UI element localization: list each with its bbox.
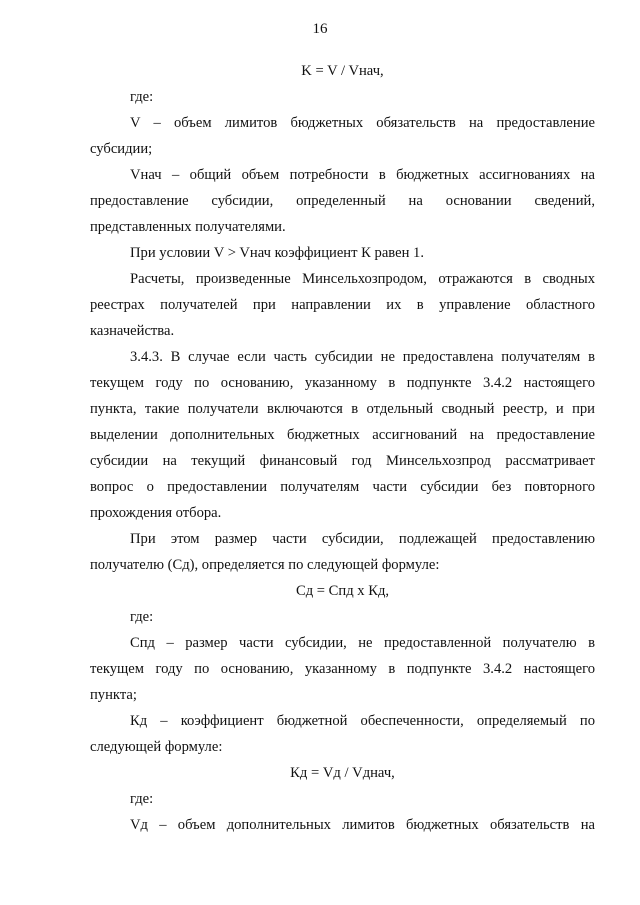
- text-line: Расчеты, произведенные Минсельхозпродом, отражаются в сводных: [130, 271, 595, 287]
- text-line: При условии V > Vнач коэффициент К равен 1.: [130, 245, 424, 261]
- text-line: Сд = Спд x Кд,: [295, 583, 390, 599]
- text-line: Спд – размер части субсидии, не предоставленной получателю в: [130, 635, 595, 651]
- document-body: [90, 58, 595, 838]
- text-line: где:: [130, 609, 154, 625]
- text-line: вопрос о предоставлении получателям части субсидии без повторного: [90, 479, 595, 495]
- text-line: текущем году по основанию, указанному в подпункте 3.4.2 настоящего: [90, 375, 595, 391]
- text-line: Кд = Vд / Vднач,: [290, 765, 395, 781]
- text-line: где:: [130, 791, 154, 807]
- text-line: 3.4.3. В случае если часть субсидии не предоставлена получателям в: [130, 349, 595, 365]
- text-line: прохождения отбора.: [90, 505, 222, 521]
- text-line: предоставление субсидии, определенный на основании сведений,: [90, 193, 595, 209]
- text-line: представленных получателями.: [90, 219, 286, 235]
- text-line: пункта, такие получатели включаются в отдельный сводный реестр, и при: [90, 401, 595, 417]
- text-line: получателю (Сд), определяется по следующей формуле:: [90, 557, 440, 573]
- text-line: казначейства.: [90, 323, 175, 339]
- text-line: реестрах получателей при направлении их в управление областного: [90, 297, 595, 313]
- text-line: где:: [130, 89, 154, 105]
- text-line: При этом размер части субсидии, подлежащей предоставлению: [130, 531, 595, 547]
- text-line: Кд – коэффициент бюджетной обеспеченности, определяемый по: [130, 713, 595, 729]
- page-number: 16: [312, 21, 328, 37]
- text-line: субсидии;: [90, 141, 153, 157]
- text-line: выделении дополнительных бюджетных ассигнований на предоставление: [90, 427, 595, 443]
- text-line: Vд – объем дополнительных лимитов бюджетных обязательств на: [130, 817, 595, 833]
- text-line: Vнач – общий объем потребности в бюджетных ассигнованиях на: [130, 167, 595, 183]
- text-line: пункта;: [90, 687, 137, 703]
- text-line: V – объем лимитов бюджетных обязательств на предоставление: [130, 115, 595, 131]
- text-line: K = V / Vнач,: [301, 63, 384, 79]
- text-line: следующей формуле:: [90, 739, 223, 755]
- text-line: субсидии на текущий финансовый год Минсельхозпрод рассматривает: [90, 453, 595, 469]
- text-line: текущем году по основанию, указанному в подпункте 3.4.2 настоящего: [90, 661, 595, 677]
